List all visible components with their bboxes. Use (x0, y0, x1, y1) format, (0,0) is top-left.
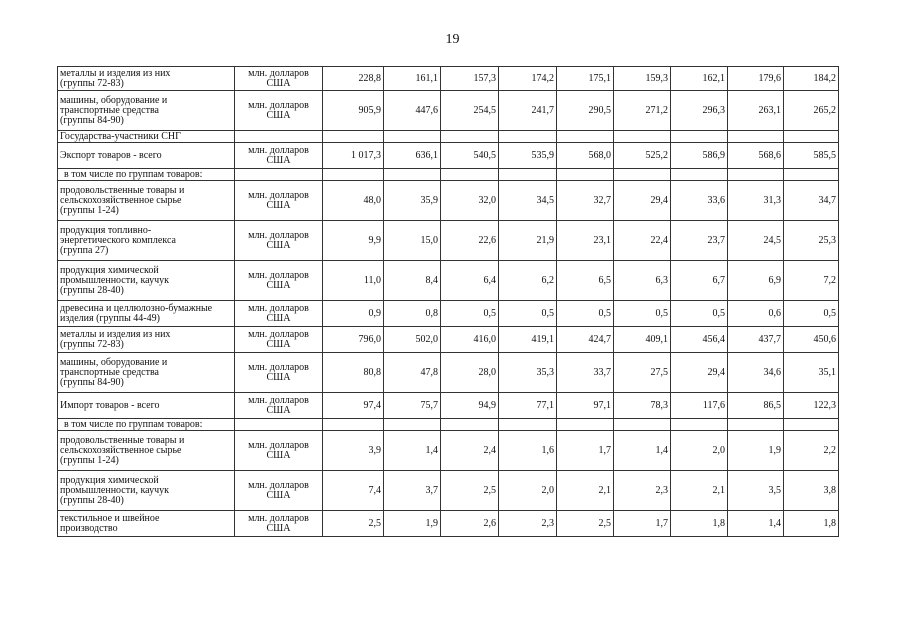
value-cell: 0,5 (671, 301, 728, 327)
table-row (58, 67, 839, 91)
value-cell: 502,0 (384, 327, 441, 353)
label-line: древесина и целлюлозно-бумажные (60, 302, 213, 314)
empty-cell (557, 131, 614, 143)
value-cell: 3,7 (384, 471, 441, 511)
value-cell: 290,5 (557, 91, 614, 131)
section-row (58, 419, 839, 431)
unit-cell (235, 393, 323, 419)
value-cell: 33,6 (671, 181, 728, 221)
unit-line: млн. долларов (248, 512, 309, 524)
value-cell: 241,7 (499, 91, 557, 131)
unit-cell (235, 221, 323, 261)
value-cell: 568,6 (728, 143, 784, 169)
table-row (58, 393, 839, 419)
value-cell: 1,7 (557, 431, 614, 471)
value-cell: 2,2 (784, 431, 839, 471)
value-cell: 450,6 (784, 327, 839, 353)
unit-cell (235, 67, 323, 91)
unit-line: млн. долларов (248, 67, 309, 79)
unit-line: США (266, 371, 291, 383)
value-cell: 34,6 (728, 353, 784, 393)
label-line: транспортные средства (60, 104, 159, 116)
empty-cell (614, 131, 671, 143)
page-number: 19 (445, 32, 460, 47)
value-cell: 1,9 (384, 511, 441, 537)
value-cell: 2,1 (557, 471, 614, 511)
unit-line: млн. долларов (248, 479, 309, 491)
label-line: (группы 1-24) (60, 454, 119, 466)
empty-cell (235, 419, 323, 431)
unit-line: млн. долларов (248, 302, 309, 314)
label-line: продукция химической (60, 474, 159, 486)
empty-cell (499, 169, 557, 181)
unit-line: США (266, 109, 291, 121)
unit-cell (235, 261, 323, 301)
empty-cell (671, 419, 728, 431)
row-label (58, 511, 235, 537)
table-row (58, 327, 839, 353)
row-label (58, 301, 235, 327)
value-cell: 905,9 (323, 91, 384, 131)
value-cell: 3,9 (323, 431, 384, 471)
empty-cell (614, 169, 671, 181)
section-label (58, 131, 235, 143)
value-cell: 228,8 (323, 67, 384, 91)
unit-cell (235, 181, 323, 221)
table-row (58, 143, 839, 169)
value-cell: 1 017,3 (323, 143, 384, 169)
unit-line: млн. долларов (248, 361, 309, 373)
empty-cell (441, 131, 499, 143)
label-line: металлы и изделия из них (60, 67, 171, 79)
value-cell: 586,9 (671, 143, 728, 169)
empty-cell (323, 419, 384, 431)
value-cell: 424,7 (557, 327, 614, 353)
unit-line: США (266, 77, 291, 89)
value-cell: 34,5 (499, 181, 557, 221)
unit-line: млн. долларов (248, 328, 309, 340)
statistics-table (57, 66, 839, 537)
unit-line: млн. долларов (248, 229, 309, 241)
value-cell: 437,7 (728, 327, 784, 353)
value-cell: 35,1 (784, 353, 839, 393)
value-cell: 0,5 (784, 301, 839, 327)
table-row (58, 261, 839, 301)
value-cell: 2,3 (614, 471, 671, 511)
unit-line: млн. долларов (248, 189, 309, 201)
row-label (58, 353, 235, 393)
value-cell: 97,1 (557, 393, 614, 419)
label-line: (группы 84-90) (60, 376, 124, 388)
label-line: (группы 28-40) (60, 284, 124, 296)
table-body (58, 67, 839, 537)
label-line: сельскохозяйственное сырье (60, 444, 182, 456)
empty-cell (557, 419, 614, 431)
empty-cell (728, 419, 784, 431)
unit-line: США (266, 338, 291, 350)
value-cell: 535,9 (499, 143, 557, 169)
value-cell: 179,6 (728, 67, 784, 91)
value-cell: 1,8 (784, 511, 839, 537)
table-row (58, 353, 839, 393)
value-cell: 3,8 (784, 471, 839, 511)
value-cell: 540,5 (441, 143, 499, 169)
label-line: текстильное и швейное (60, 512, 160, 524)
value-cell: 75,7 (384, 393, 441, 419)
value-cell: 184,2 (784, 67, 839, 91)
value-cell: 22,6 (441, 221, 499, 261)
value-cell: 32,7 (557, 181, 614, 221)
value-cell: 23,1 (557, 221, 614, 261)
row-label (58, 393, 235, 419)
value-cell: 24,5 (728, 221, 784, 261)
empty-cell (784, 169, 839, 181)
value-cell: 2,4 (441, 431, 499, 471)
row-label (58, 143, 235, 169)
label-line: Государства-участники СНГ (60, 130, 181, 142)
unit-line: США (266, 404, 291, 416)
value-cell: 1,9 (728, 431, 784, 471)
value-cell: 6,5 (557, 261, 614, 301)
empty-cell (323, 169, 384, 181)
label-line: машины, оборудование и (60, 94, 168, 106)
value-cell: 0,9 (323, 301, 384, 327)
value-cell: 6,3 (614, 261, 671, 301)
row-label (58, 91, 235, 131)
value-cell: 1,4 (614, 431, 671, 471)
value-cell: 0,5 (557, 301, 614, 327)
value-cell: 77,1 (499, 393, 557, 419)
section-label (58, 169, 235, 181)
empty-cell (671, 131, 728, 143)
label-line: металлы и изделия из них (60, 328, 171, 340)
value-cell: 32,0 (441, 181, 499, 221)
value-cell: 636,1 (384, 143, 441, 169)
unit-cell (235, 143, 323, 169)
table-row (58, 221, 839, 261)
value-cell: 2,0 (671, 431, 728, 471)
empty-cell (384, 419, 441, 431)
value-cell: 27,5 (614, 353, 671, 393)
value-cell: 25,3 (784, 221, 839, 261)
value-cell: 35,3 (499, 353, 557, 393)
label-line: (группы 72-83) (60, 77, 124, 89)
label-line: промышленности, каучук (60, 274, 169, 286)
value-cell: 585,5 (784, 143, 839, 169)
section-row (58, 169, 839, 181)
value-cell: 271,2 (614, 91, 671, 131)
table-row (58, 301, 839, 327)
unit-line: США (266, 522, 291, 534)
value-cell: 0,8 (384, 301, 441, 327)
label-line: продукция химической (60, 264, 159, 276)
section-label (58, 419, 235, 431)
unit-line: млн. долларов (248, 99, 309, 111)
unit-line: млн. долларов (248, 439, 309, 451)
value-cell: 1,8 (671, 511, 728, 537)
value-cell: 7,4 (323, 471, 384, 511)
value-cell: 97,4 (323, 393, 384, 419)
value-cell: 22,4 (614, 221, 671, 261)
value-cell: 34,7 (784, 181, 839, 221)
value-cell: 29,4 (614, 181, 671, 221)
value-cell: 1,4 (728, 511, 784, 537)
unit-line: США (266, 489, 291, 501)
label-line: в том числе по группам товаров: (64, 418, 203, 430)
value-cell: 161,1 (384, 67, 441, 91)
empty-cell (235, 131, 323, 143)
value-cell: 122,3 (784, 393, 839, 419)
value-cell: 8,4 (384, 261, 441, 301)
value-cell: 1,7 (614, 511, 671, 537)
value-cell: 409,1 (614, 327, 671, 353)
value-cell: 33,7 (557, 353, 614, 393)
label-line: (группа 27) (60, 244, 109, 256)
value-cell: 7,2 (784, 261, 839, 301)
table-row (58, 91, 839, 131)
value-cell: 157,3 (441, 67, 499, 91)
label-line: в том числе по группам товаров: (64, 168, 203, 180)
value-cell: 11,0 (323, 261, 384, 301)
empty-cell (614, 419, 671, 431)
empty-cell (784, 131, 839, 143)
value-cell: 162,1 (671, 67, 728, 91)
label-line: продовольственные товары и (60, 184, 185, 196)
label-line: (группы 84-90) (60, 114, 124, 126)
label-line: (группы 28-40) (60, 494, 124, 506)
label-line: продовольственные товары и (60, 434, 185, 446)
value-cell: 94,9 (441, 393, 499, 419)
value-cell: 0,5 (614, 301, 671, 327)
value-cell: 29,4 (671, 353, 728, 393)
empty-cell (235, 169, 323, 181)
empty-cell (499, 131, 557, 143)
value-cell: 447,6 (384, 91, 441, 131)
unit-cell (235, 91, 323, 131)
empty-cell (384, 131, 441, 143)
label-line: Импорт товаров - всего (60, 399, 160, 411)
empty-cell (728, 169, 784, 181)
value-cell: 174,2 (499, 67, 557, 91)
value-cell: 48,0 (323, 181, 384, 221)
empty-cell (784, 419, 839, 431)
value-cell: 78,3 (614, 393, 671, 419)
unit-line: США (266, 239, 291, 251)
label-line: (группы 72-83) (60, 338, 124, 350)
row-label (58, 431, 235, 471)
empty-cell (499, 419, 557, 431)
unit-line: млн. долларов (248, 394, 309, 406)
label-line: изделия (группы 44-49) (60, 312, 160, 324)
label-line: транспортные средства (60, 366, 159, 378)
value-cell: 0,5 (499, 301, 557, 327)
empty-cell (728, 131, 784, 143)
value-cell: 296,3 (671, 91, 728, 131)
unit-cell (235, 327, 323, 353)
unit-cell (235, 301, 323, 327)
value-cell: 1,6 (499, 431, 557, 471)
value-cell: 263,1 (728, 91, 784, 131)
label-line: продукция топливно- (60, 224, 152, 236)
value-cell: 2,5 (323, 511, 384, 537)
value-cell: 2,6 (441, 511, 499, 537)
value-cell: 525,2 (614, 143, 671, 169)
section-row (58, 131, 839, 143)
value-cell: 6,2 (499, 261, 557, 301)
value-cell: 419,1 (499, 327, 557, 353)
value-cell: 2,5 (441, 471, 499, 511)
value-cell: 117,6 (671, 393, 728, 419)
unit-cell (235, 511, 323, 537)
value-cell: 6,7 (671, 261, 728, 301)
row-label (58, 471, 235, 511)
table-row (58, 471, 839, 511)
value-cell: 796,0 (323, 327, 384, 353)
unit-cell (235, 471, 323, 511)
value-cell: 3,5 (728, 471, 784, 511)
value-cell: 15,0 (384, 221, 441, 261)
unit-cell (235, 353, 323, 393)
empty-cell (671, 169, 728, 181)
label-line: производство (60, 522, 118, 534)
label-line: (группы 1-24) (60, 204, 119, 216)
empty-cell (441, 419, 499, 431)
value-cell: 80,8 (323, 353, 384, 393)
value-cell: 568,0 (557, 143, 614, 169)
value-cell: 1,4 (384, 431, 441, 471)
empty-cell (441, 169, 499, 181)
value-cell: 0,6 (728, 301, 784, 327)
value-cell: 416,0 (441, 327, 499, 353)
unit-line: США (266, 449, 291, 461)
unit-cell (235, 431, 323, 471)
unit-line: США (266, 312, 291, 324)
value-cell: 2,5 (557, 511, 614, 537)
row-label (58, 261, 235, 301)
value-cell: 254,5 (441, 91, 499, 131)
unit-line: млн. долларов (248, 144, 309, 156)
label-line: Экспорт товаров - всего (60, 149, 162, 161)
value-cell: 86,5 (728, 393, 784, 419)
unit-line: США (266, 199, 291, 211)
label-line: сельскохозяйственное сырье (60, 194, 182, 206)
label-line: машины, оборудование и (60, 356, 168, 368)
value-cell: 21,9 (499, 221, 557, 261)
value-cell: 28,0 (441, 353, 499, 393)
value-cell: 2,3 (499, 511, 557, 537)
row-label (58, 221, 235, 261)
label-line: энергетического комплекса (60, 234, 176, 246)
table-row (58, 511, 839, 537)
unit-line: США (266, 154, 291, 166)
label-line: промышленности, каучук (60, 484, 169, 496)
value-cell: 2,0 (499, 471, 557, 511)
table-row (58, 181, 839, 221)
empty-cell (323, 131, 384, 143)
value-cell: 6,4 (441, 261, 499, 301)
value-cell: 6,9 (728, 261, 784, 301)
row-label (58, 67, 235, 91)
value-cell: 2,1 (671, 471, 728, 511)
value-cell: 265,2 (784, 91, 839, 131)
value-cell: 456,4 (671, 327, 728, 353)
empty-cell (384, 169, 441, 181)
table-row (58, 431, 839, 471)
value-cell: 0,5 (441, 301, 499, 327)
value-cell: 35,9 (384, 181, 441, 221)
value-cell: 159,3 (614, 67, 671, 91)
empty-cell (557, 169, 614, 181)
unit-line: млн. долларов (248, 269, 309, 281)
value-cell: 23,7 (671, 221, 728, 261)
value-cell: 175,1 (557, 67, 614, 91)
row-label (58, 327, 235, 353)
value-cell: 47,8 (384, 353, 441, 393)
row-label (58, 181, 235, 221)
unit-line: США (266, 279, 291, 291)
value-cell: 9,9 (323, 221, 384, 261)
value-cell: 31,3 (728, 181, 784, 221)
